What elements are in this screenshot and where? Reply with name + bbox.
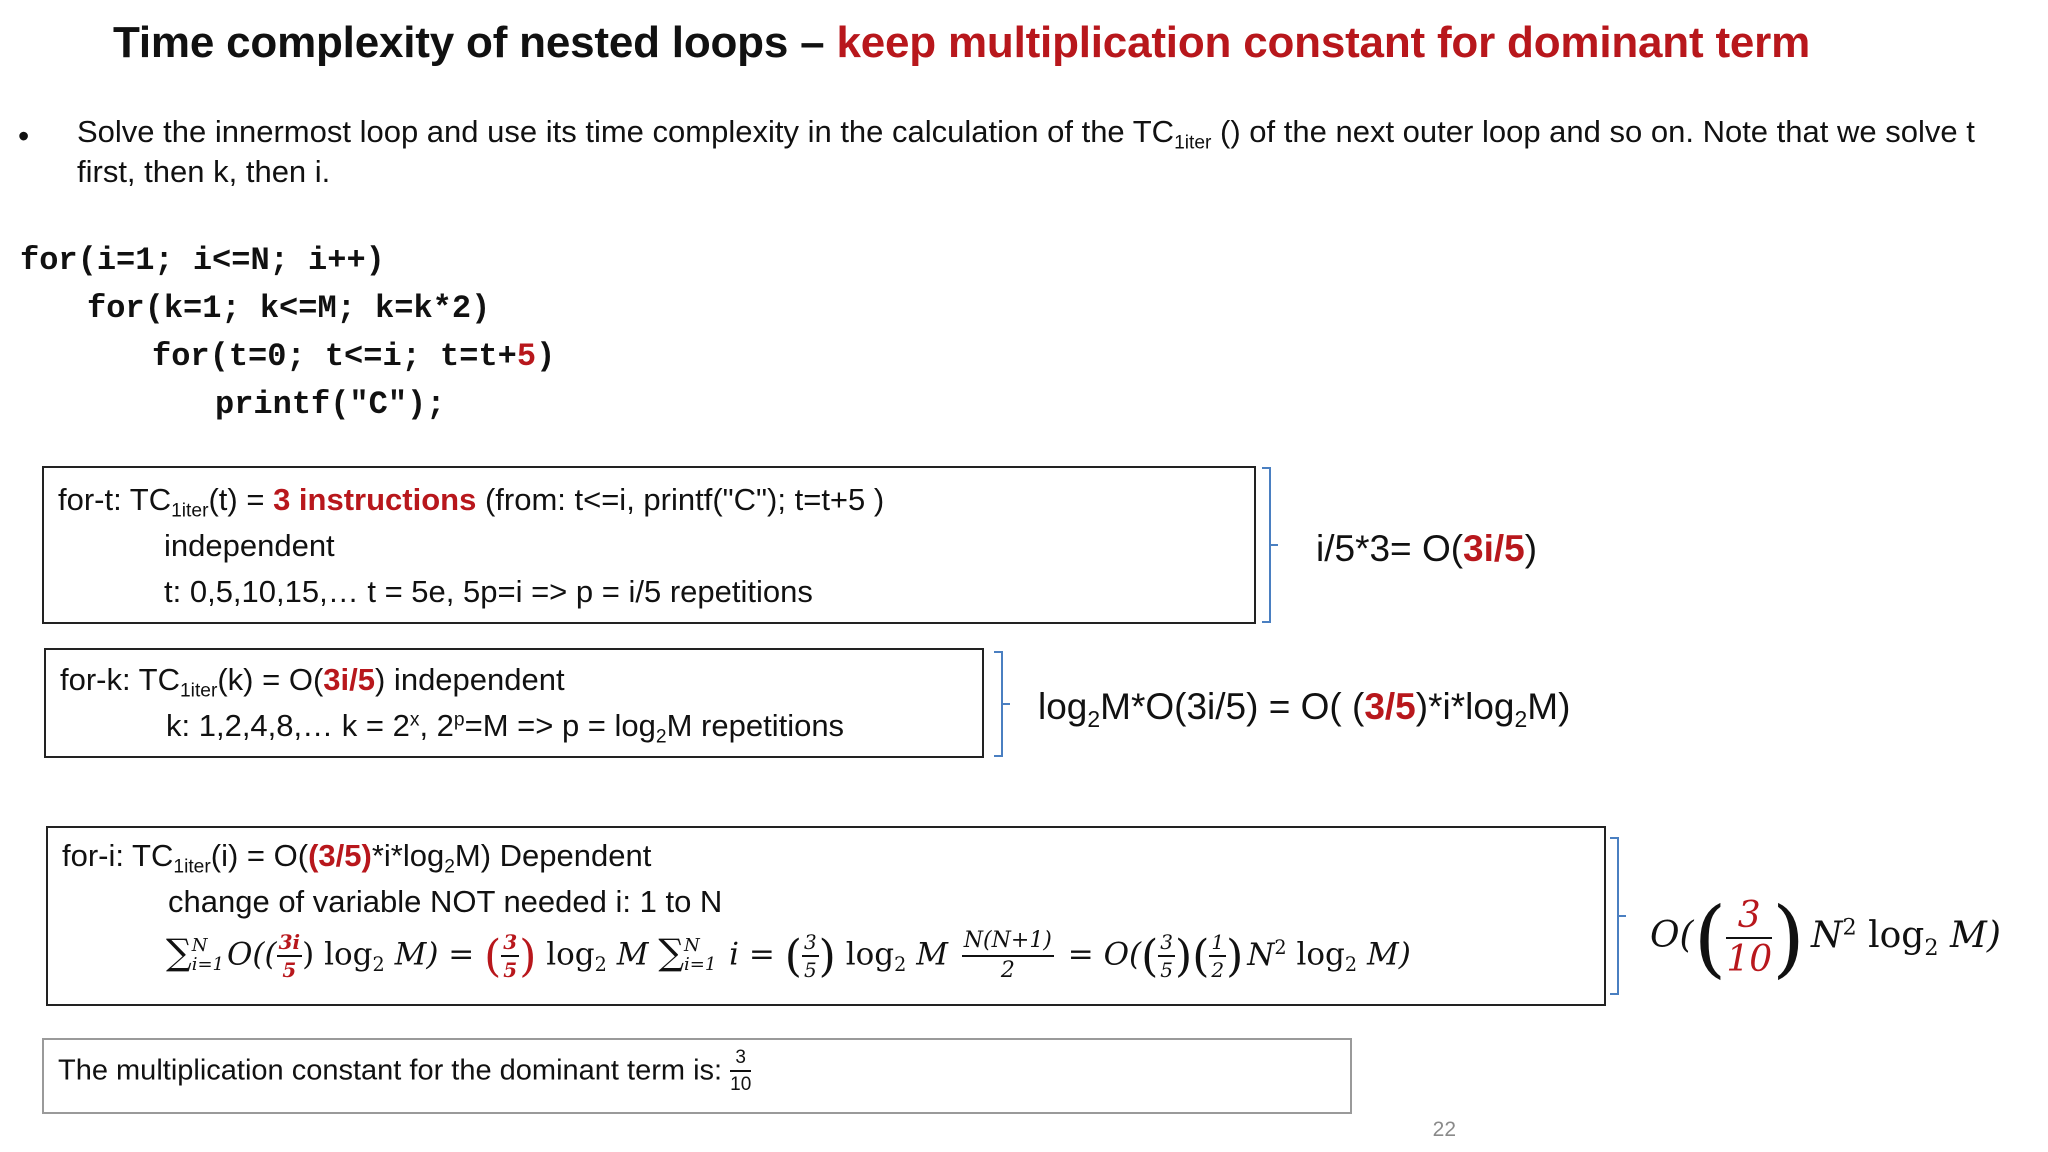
frac-3-5-b-den: 5: [803, 958, 817, 982]
result-t-a: i/5*3= O(: [1316, 528, 1464, 569]
f-log2-sub: 2: [594, 953, 607, 977]
frac-3-5-b-num: 3: [802, 932, 819, 957]
code-line-4: printf("C");: [215, 386, 446, 423]
frac-1-2-den: 2: [1211, 958, 1225, 982]
code-line-2: for(k=1; k<=M; k=k*2): [87, 290, 491, 327]
box-i-formula: [166, 930, 1411, 982]
f-tail-log-sub: 2: [1344, 953, 1358, 977]
result-t-b: ): [1524, 528, 1538, 569]
box-for-i: [46, 826, 1606, 1006]
box-k-l1-red: 3i/5: [323, 662, 375, 697]
frac-n-n1-2-den: 2: [1000, 958, 1015, 983]
box-t-line-2: independent: [164, 528, 335, 563]
f-tail-log: log: [1286, 936, 1345, 973]
sum-limits-2: [684, 937, 716, 975]
box-t-l1-b: (t) =: [208, 482, 274, 517]
f-log-part: ) log: [302, 936, 373, 973]
code-line-3: [152, 338, 555, 375]
box-k-l2-a: k: 1,2,4,8,… k = 2: [166, 708, 410, 743]
box-k-l1-sub: 1iter: [180, 680, 218, 702]
f-o2: O(: [1103, 936, 1142, 973]
frac-3-5-c-den: 5: [1160, 958, 1174, 982]
bracket-i: [1608, 836, 1630, 996]
paren-open-4: (: [1192, 930, 1210, 982]
box-k-line-1: [60, 662, 565, 702]
box-k-l1-a: for-k: TC: [60, 662, 180, 697]
frac-3-5-c: [1158, 932, 1175, 980]
box-for-k: [44, 648, 984, 758]
f-m-close: M) =: [384, 936, 485, 973]
box-i-l1-sub: 1iter: [173, 856, 211, 878]
box-t-l1-c: (from: t<=i, printf("C"); t=t+5 ): [476, 482, 885, 517]
f-log2: log: [536, 936, 595, 973]
bullet-text: [77, 112, 2037, 192]
result-i-log: log: [1856, 915, 1925, 956]
bullet-marker: •: [18, 118, 30, 154]
bullet-text-b: () of the next outer loop and so on. Note that we solve t first, then k, then i.: [77, 114, 1975, 189]
result-i-m: M): [1938, 915, 2001, 956]
bullet-text-a: Solve the innermost loop and use its time complexity in the calculation of the TC: [77, 114, 1175, 149]
frac-3-5-a-num: 3: [501, 932, 519, 957]
paren-open-3: (: [1141, 930, 1159, 982]
conclusion-box: [42, 1038, 1352, 1114]
conclusion-frac: [730, 1048, 751, 1094]
sum-symbol-2: ∑: [658, 932, 685, 974]
code-line-3-red: 5: [516, 338, 537, 375]
result-k-d: M): [1527, 686, 1571, 727]
box-i-l1-a: for-i: TC: [62, 838, 174, 873]
paren-close-1: ): [519, 930, 537, 982]
box-i-l1-c: *i*log: [371, 838, 445, 873]
frac-3-5-a-den: 5: [503, 958, 518, 982]
title-main: Time complexity of nested loops –: [113, 18, 825, 67]
frac-3i-5-den: 5: [282, 958, 297, 982]
box-i-l1-red: (3/5): [308, 838, 372, 873]
sum-sup-2: N: [684, 935, 700, 957]
box-k-l1-c: ) independent: [375, 662, 565, 697]
result-i-log-sub: 2: [1924, 934, 1939, 961]
f-i-eq: i =: [719, 936, 785, 973]
f-tail-sup: 2: [1274, 935, 1287, 959]
result-i-frac: [1726, 895, 1773, 980]
result-i-o: O(: [1650, 915, 1694, 956]
result-i-n-sup: 2: [1842, 914, 1857, 941]
sum-limits: [192, 937, 224, 975]
f-tail: N: [1247, 936, 1275, 973]
result-k-sub1: 2: [1087, 706, 1101, 733]
paren-close-3: ): [1175, 930, 1193, 982]
result-k: [1038, 686, 1571, 733]
box-k-l2-sup2: p: [453, 709, 465, 731]
box-k-l2-sub: 2: [655, 726, 667, 748]
result-t: [1316, 528, 1537, 570]
box-i-l1-d: M) Dependent: [454, 838, 652, 873]
frac-3-5-a: [501, 932, 519, 980]
frac-n-n1-2-num: N(N+1): [962, 930, 1054, 957]
box-k-l2-c: =M => p = log: [464, 708, 656, 743]
result-i-num: 3: [1726, 898, 1772, 939]
conclusion-text: The multiplication constant for the dominant term is:: [58, 1054, 731, 1087]
frac-3-5-c-num: 3: [1158, 932, 1175, 957]
box-t-line-3: t: 0,5,10,15,… t = 5e, 5p=i => p = i/5 repetitions: [164, 574, 813, 609]
result-i-n: N: [1810, 915, 1843, 956]
frac-3i-5: [277, 932, 303, 980]
box-k-line-2: [166, 708, 845, 748]
conclusion-num: 3: [730, 1048, 751, 1072]
paren-open-1: (: [484, 930, 502, 982]
box-for-t: [42, 466, 1256, 624]
box-i-line-2: change of variable NOT needed i: 1 to N: [168, 884, 723, 919]
f-log3-sub: 2: [894, 953, 907, 977]
result-i-paren-open: (: [1693, 889, 1727, 987]
box-k-l2-d: M repetitions: [666, 708, 845, 743]
frac-3-5-b: [802, 932, 819, 980]
page-title: [113, 18, 1810, 68]
frac-n-n1-2: [962, 930, 1054, 982]
result-i-den: 10: [1726, 939, 1773, 980]
frac-1-2-num: 1: [1209, 932, 1226, 957]
box-i-l1-b: (i) = O(: [210, 838, 309, 873]
box-k-l1-b: (k) = O(: [217, 662, 324, 697]
box-i-line-1: [62, 838, 652, 878]
box-k-l2-sup1: x: [409, 709, 420, 731]
sum-symbol: ∑: [166, 932, 192, 974]
result-k-sub2: 2: [1514, 706, 1528, 733]
box-t-line-1: [58, 482, 885, 522]
result-k-b: M*O(3i/5) = O( (: [1100, 686, 1365, 727]
f-o-open: O((: [227, 936, 277, 973]
page-number: 22: [1432, 1118, 1456, 1141]
box-t-l1-sub: 1iter: [171, 500, 209, 522]
f-log-sub: 2: [372, 953, 385, 977]
f-eq: =: [1057, 936, 1104, 973]
f-m3: M: [906, 936, 958, 973]
f-log3: log: [835, 936, 895, 973]
result-t-red: 3i/5: [1463, 528, 1525, 569]
bullet-sub: 1iter: [1174, 132, 1212, 154]
paren-close-4: ): [1226, 930, 1244, 982]
sum-sub-2: i=1: [684, 954, 717, 975]
box-i-l1-sub2: 2: [444, 856, 455, 878]
conclusion-den: 10: [730, 1074, 752, 1095]
sum-sup: N: [191, 935, 208, 957]
title-highlight: keep multiplication constant for dominant term: [836, 18, 1811, 67]
box-k-l2-b: , 2: [419, 708, 454, 743]
code-line-3-b: ): [536, 338, 556, 375]
result-i: [1650, 889, 2001, 987]
bracket-t: [1260, 466, 1284, 624]
box-t-l1-red: 3 instructions: [273, 482, 477, 517]
conclusion-line: [58, 1048, 751, 1094]
f-tail-m: M): [1357, 936, 1411, 973]
result-k-a: log: [1038, 686, 1088, 727]
frac-1-2: [1209, 932, 1226, 980]
box-t-l1-a: for-t: TC: [58, 482, 172, 517]
bracket-k: [992, 650, 1014, 758]
result-k-red: 3/5: [1364, 686, 1416, 727]
f-m2: M: [606, 936, 659, 973]
code-line-1: for(i=1; i<=N; i++): [20, 242, 385, 279]
result-i-paren-close: ): [1772, 889, 1805, 987]
result-k-c: )*i*log: [1415, 686, 1515, 727]
paren-close-2: ): [818, 930, 836, 982]
paren-open-2: (: [784, 930, 802, 982]
code-line-3-a: for(t=0; t<=i; t=t+: [152, 338, 517, 375]
sum-sub: i=1: [191, 954, 224, 975]
frac-3i-5-num: 3i: [277, 932, 303, 957]
